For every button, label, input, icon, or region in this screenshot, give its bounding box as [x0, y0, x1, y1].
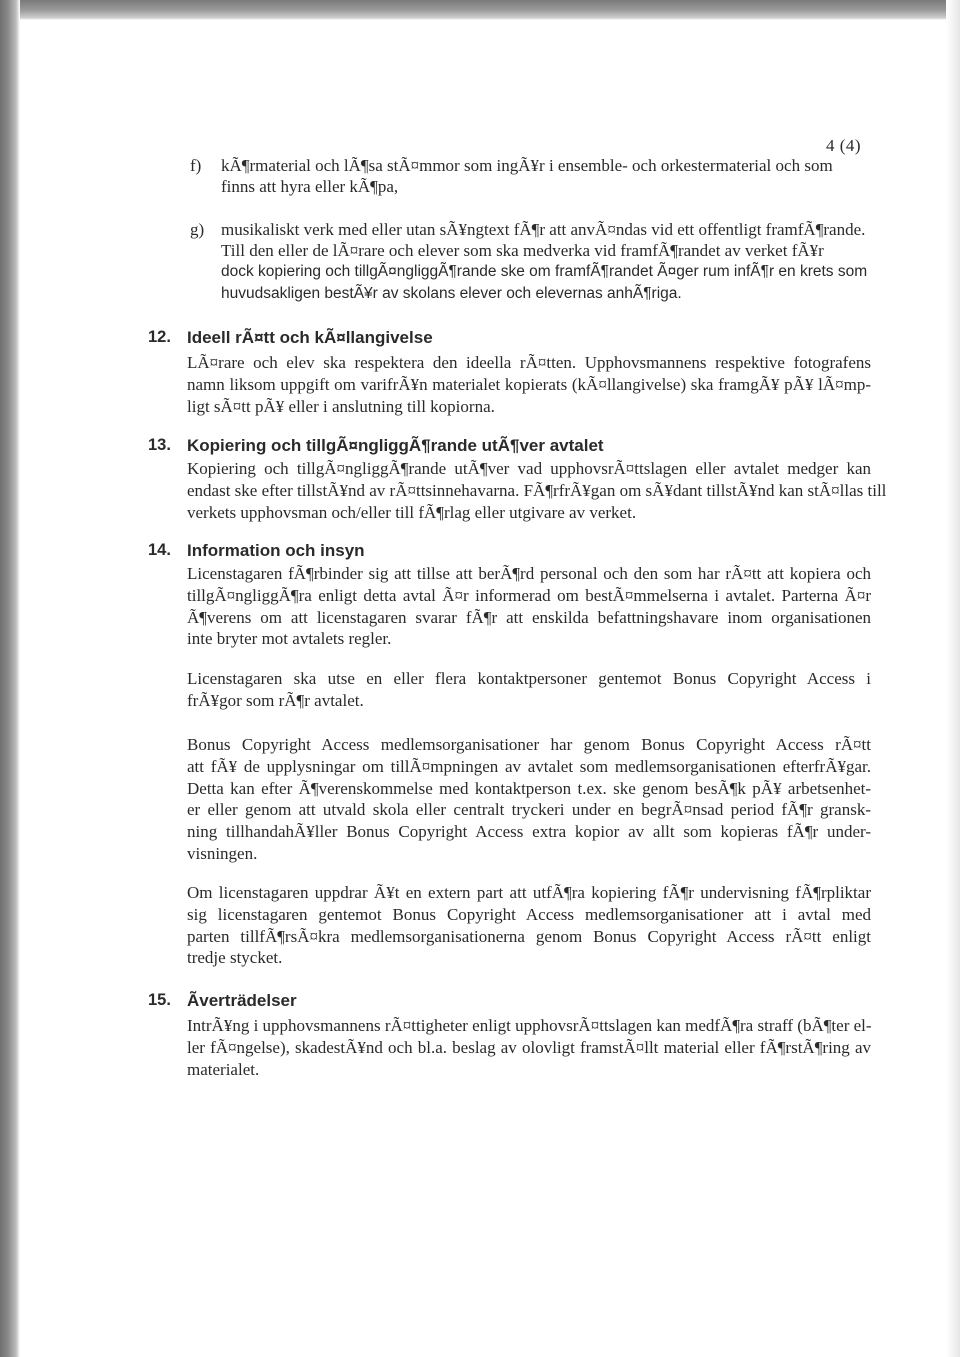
text-line: dock kopiering och tillgÃ¤ngliggÃ¶rande ske om framfÃ¶randet Ã¤ger rum infÃ¶r en krets som — [221, 263, 868, 280]
text-line: Licenstagaren fÃ¶rbinder sig att tillse att berÃ¶rd personal och den som har rÃ¤tt att kopiera och — [187, 564, 871, 583]
text-line: visningen. — [187, 843, 258, 863]
text-line: inte bryter mot avtalets regler. — [187, 629, 392, 649]
section-title: Information och insyn — [187, 541, 365, 560]
text-line: finns att hyra eller kÃ¶pa, — [221, 177, 399, 196]
text-line: ler fÃ¤ngelse), skadestÃ¥nd och bl.a. beslag av olovligt framstÃ¤llt material eller fÃ¶rstÃ¶ring av — [187, 1037, 871, 1057]
paragraph — [187, 352, 871, 417]
section-title: Kopiering och tillgÃ¤ngliggÃ¶rande utÃ¶ver avtalet — [187, 436, 604, 455]
text-line: ning tillhandahÃ¥ller Bonus Copyright Access extra kopior av allt som kopieras fÃ¶r under- — [187, 822, 871, 842]
text-line: frÃ¥gor som rÃ¶r avtalet. — [187, 690, 364, 710]
page-number: 4 (4) — [826, 136, 862, 155]
text-line: tredje stycket. — [187, 948, 283, 968]
text-line: Om licenstagaren uppdrar Ã¥t en extern part att utfÃ¶ra kopiering fÃ¶r undervisning fÃ¶rpliktar — [187, 883, 871, 902]
text-line: sig licenstagaren gentemot Bonus Copyright Access medlemsorganisationer att i avtal med — [187, 904, 871, 924]
section-number: 14. — [148, 541, 171, 559]
text-line: namn liksom uppgift om varifrÃ¥n materialet kopierats (kÃ¤llangivelse) ska framgÃ¥ pÃ¥ lÃ¤mp- — [187, 374, 871, 394]
text-line: musikaliskt verk med eller utan sÃ¥ngtext fÃ¶r att anvÃ¤ndas vid ett offentligt framfÃ¶rande. — [221, 220, 866, 239]
text-line: tillgÃ¤ngliggÃ¶ra enligt detta avtal Ã¤r informerad om bestÃ¤mmelserna i avtalet. Parterna Ã¤r — [187, 585, 871, 605]
text-line: LÃ¤rare och elev ska respektera den ideella rÃ¤tten. Upphovsmannens respektive fotografens — [187, 353, 871, 372]
paragraph — [187, 458, 887, 523]
text-line: verkets upphovsman och/eller till fÃ¶rlag eller utgivare av verket. — [187, 502, 637, 522]
text-line: huvudsakligen bestÃ¥r av skolans elever och elevernas anhÃ¶riga. — [221, 285, 682, 302]
text-line: ligt sÃ¤tt pÃ¥ eller i anslutning till kopiorna. — [187, 396, 495, 416]
list-marker: g) — [190, 220, 205, 239]
section-title: Ãverträdelser — [187, 991, 297, 1010]
section-title: Ideell rÃ¤tt och kÃ¤llangivelse — [187, 328, 433, 347]
scan-border-top — [0, 0, 960, 20]
text-line: er eller genom att utvald skola eller centralt tryckeri under en begrÃ¤nsad period fÃ¶r gransk- — [187, 800, 871, 820]
text-line: kÃ¶rmaterial och lÃ¶sa stÃ¤mmor som ingÃ¥r i ensemble- och orkestermaterial och som — [221, 156, 833, 175]
text-line: endast ske efter tillstÃ¥nd av rÃ¤ttsinnehavarna. FÃ¶rfrÃ¥gan om sÃ¥dant tillstÃ¥nd kan stÃ¤llas till — [187, 480, 887, 500]
scan-border-left — [0, 0, 20, 1357]
text-line: parten tillfÃ¶rsÃ¤kra medlemsorganisationerna genom Bonus Copyright Access rÃ¤tt enligt — [187, 926, 871, 946]
paragraph — [187, 668, 871, 712]
text-line: Detta kan efter Ã¶verenskommelse med kontaktperson t.ex. ske genom besÃ¶k pÃ¥ arbetsenhet- — [187, 778, 871, 798]
text-line: Ã¶verens om att licenstagaren svarar fÃ¶r att enskilda befattningshavare inom organisationen — [187, 607, 871, 627]
list-marker: f) — [190, 156, 202, 175]
paragraph — [187, 1015, 871, 1080]
paragraph — [187, 734, 871, 865]
scan-border-right — [946, 0, 960, 1357]
paragraph — [187, 563, 871, 650]
paragraph — [187, 882, 871, 969]
section-number: 13. — [148, 436, 171, 454]
text-line: Kopiering och tillgÃ¤ngliggÃ¶rande utÃ¶ver vad upphovsrÃ¤ttslagen eller avtalet medger kan — [187, 459, 871, 478]
section-number: 15. — [148, 991, 171, 1009]
text-line: Licenstagaren ska utse en eller flera kontaktpersoner gentemot Bonus Copyright Access i — [187, 669, 871, 688]
text-line: att fÃ¥ de upplysningar om tillÃ¤mpningen av avtalet som medlemsorganisationen efterfrÃ¥gar. — [187, 756, 871, 776]
list-item-text — [221, 219, 867, 305]
text-line: Bonus Copyright Access medlemsorganisationer har genom Bonus Copyright Access rÃ¤tt — [187, 735, 871, 754]
text-line: IntrÃ¥ng i upphovsmannens rÃ¤ttigheter enligt upphovsrÃ¤ttslagen kan medfÃ¶ra straff (bÃ¶ter el- — [187, 1016, 872, 1035]
list-item-text — [221, 155, 833, 197]
text-line: Till den eller de lÃ¤rare och elever som ska medverka vid framfÃ¶randet av verket fÃ¥r — [221, 241, 824, 260]
section-number: 12. — [148, 328, 171, 346]
text-line: materialet. — [187, 1059, 260, 1079]
